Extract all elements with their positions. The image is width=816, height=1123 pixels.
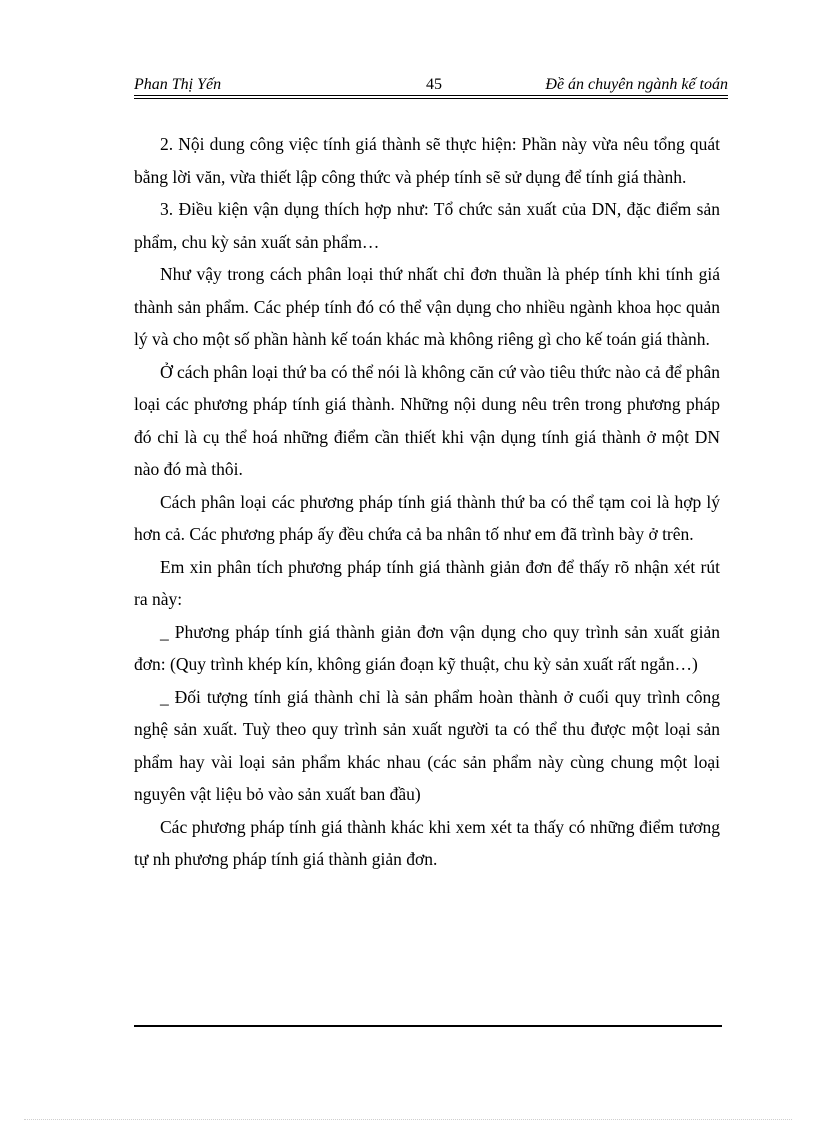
paragraph: _ Đối tượng tính giá thành chỉ là sản phẩm hoàn thành ở cuối quy trình công nghệ sản xuất. Tuỳ theo quy trình sản xuất người ta có thể thu được một loại sản phẩm hay vài loại sản phẩm khác nhau (các sản phẩm này cùng chung một loại nguyên vật liệu bỏ vào sản xuất ban đầu) xyxy=(134,686,720,804)
header-document-title: Đề án chuyên ngành kế toán xyxy=(545,76,728,93)
paragraph: 3. Điều kiện vận dụng thích hợp như: Tổ chức sản xuất của DN, đặc điểm sản phẩm, chu kỳ sản xuất sản phẩm… xyxy=(134,199,720,252)
header-rule-thin xyxy=(134,98,728,99)
paragraph: Em xin phân tích phương pháp tính giá thành giản đơn để thấy rõ nhận xét rút ra này: xyxy=(134,556,720,609)
paragraph: 2. Nội dung công việc tính giá thành sẽ thực hiện: Phần này vừa nêu tổng quát bằng lời văn, vừa thiết lập công thức và phép tính sẽ sử dụng để tính giá thành. xyxy=(134,134,720,187)
paragraph: Như vậy trong cách phân loại thứ nhất chỉ đơn thuần là phép tính khi tính giá thành sản phẩm. Các phép tính đó có thể vận dụng cho nhiều ngành khoa học quản lý và cho một số phần hành kế toán khác mà không riêng gì cho kế toán giá thành. xyxy=(134,264,720,349)
page-bottom-edge xyxy=(24,1119,792,1120)
header-author: Phan Thị Yến xyxy=(134,76,222,93)
paragraph: _ Phương pháp tính giá thành giản đơn vận dụng cho quy trình sản xuất giản đơn: (Quy trình khép kín, không gián đoạn kỹ thuật, chu kỳ sản xuất rất ngắn…) xyxy=(134,621,720,674)
header-rule-thick xyxy=(134,95,728,96)
paragraph: Cách phân loại các phương pháp tính giá thành thứ ba có thể tạm coi là hợp lý hơn cả. Các phương pháp ấy đều chứa cả ba nhân tố như em đã trình bày ở trên. xyxy=(134,491,720,544)
paragraph: Các phương pháp tính giá thành khác khi xem xét ta thấy có những điểm tương tự nh phương pháp tính giá thành giản đơn. xyxy=(134,816,720,869)
footer-rule xyxy=(134,1025,722,1027)
header-page-number: 45 xyxy=(426,76,442,93)
page-header xyxy=(134,74,728,96)
paragraph: Ở cách phân loại thứ ba có thể nói là không căn cứ vào tiêu thức nào cả để phân loại các phương pháp tính giá thành. Những nội dung nêu trên trong phương pháp đó chỉ là cụ thể hoá những điểm cần thiết khi vận dụng tính giá thành ở một DN nào đó mà thôi. xyxy=(134,361,720,479)
body-text xyxy=(134,128,720,876)
